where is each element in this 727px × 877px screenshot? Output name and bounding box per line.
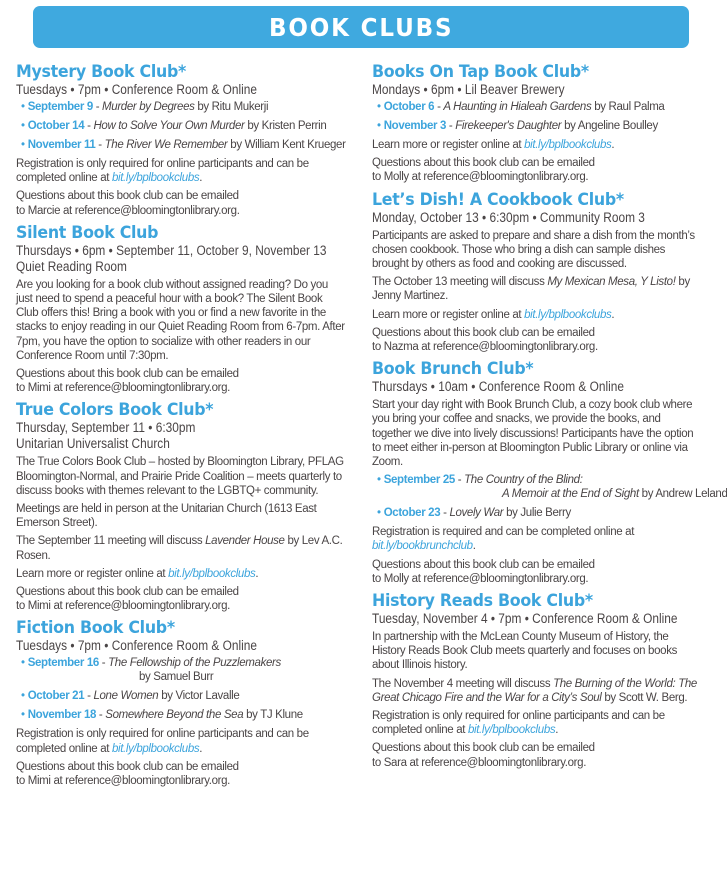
book-title: Lovely War [449,507,504,520]
book-title: The Fellowship of the Puzzlemakers [108,657,281,670]
bullet-icon: • [21,657,25,670]
meeting-item: • October 23 - Lovely War by Julie Berry [377,507,571,520]
club-schedule: Tuesday, November 4 • 7pm • Conference Room & Online [372,611,678,627]
contact-line: Questions about this book club can be emailed [16,760,239,773]
contact-line: Questions about this book club can be emailed [16,368,239,381]
club-schedule: Thursdays • 6pm • September 11, October 9, November 13 [16,242,327,258]
contact-line: Questions about this book club can be emailed [16,190,239,203]
meeting-date: November 11 [27,139,96,151]
meeting-list [16,100,346,152]
contact-email-line: to Sara at reference@bloomingtonlibrary.org. [372,756,587,769]
meeting-date: October 14 [27,120,85,132]
club-title: Let’s Dish! A Cookbook Club* [372,189,624,210]
club-description: The True Colors Book Club – hosted by Bloomington Library, PFLAG Bloomington-Normal, and Prairie Pride Coalition – meets quarterly to discuss books with themes relevant to the LGBTQ+ community. [16,456,344,497]
contact-email-line: to Marcie at reference@bloomingtonlibrary.org. [16,204,240,217]
bullet-icon: • [377,101,381,113]
club-title: Silent Book Club [16,222,159,243]
meeting-date: September 9 [27,101,93,113]
registration-link[interactable]: bit.ly/bplbookclubs [111,172,200,185]
page-title: BOOK CLUBS [268,12,454,42]
club-schedule: Tuesdays • 7pm • Conference Room & Online [16,638,257,654]
discussion-prefix: The October 13 meeting will discuss [372,276,548,289]
meeting-list [372,100,698,133]
club-location: Quiet Reading Room [16,258,127,274]
book-author: by Lev A.C. Rosen. [16,535,343,562]
book-author: by Samuel Burr [139,671,214,684]
contact-note [16,585,346,613]
club-location: Unitarian Universalist Church [16,436,170,452]
club-book-brunch [372,359,727,586]
book-title: Lavender House [205,535,285,548]
club-schedule: Mondays • 6pm • Lil Beaver Brewery [372,82,565,97]
club-title: History Reads Book Club* [372,591,593,612]
learn-more-note: Learn more or register online at bit.ly/bplbookclubs. [372,139,615,151]
meeting-item: • October 14 - How to Solve Your Own Murder by Kristen Perrin [21,120,327,132]
book-author: by Scott W. Berg. [601,691,688,704]
venue-note: Meetings are held in person at the Unitarian Church (1613 East Emerson Street). [16,503,317,530]
contact-note [16,189,346,217]
club-title: Mystery Book Club* [16,62,186,82]
registration-text: Registration is only required for online participants and can be completed online at [16,728,309,755]
meeting-date: November 3 [383,120,447,132]
book-author: by Raul Palma [594,101,665,113]
registration-link[interactable]: bit.ly/bplbookclubs [467,724,556,737]
book-author: by Andrew Leland [641,488,727,501]
book-title: How to Solve Your Own Murder [93,120,245,132]
bullet-icon: • [21,139,25,151]
discussion-note [16,534,346,562]
book-subtitle: A Memoir at the End of Sight [502,488,639,501]
contact-note [372,558,698,586]
contact-email-line: to Mimi at reference@bloomingtonlibrary.org. [16,775,231,788]
book-title: A Haunting in Hialeah Gardens [443,101,592,113]
registration-text: Registration is only required for online participants and can be completed online at [16,158,309,185]
club-title: Books On Tap Book Club* [372,62,589,82]
club-silent [16,223,346,396]
meeting-item: • November 18 - Somewhere Beyond the Sea by TJ Klune [21,709,303,722]
book-author: by Angeline Boulley [564,120,658,132]
contact-email-line: to Molly at reference@bloomingtonlibrary.org. [372,171,589,184]
contact-note [372,741,698,769]
club-schedule: Thursdays • 10am • Conference Room & Online [372,379,624,395]
learn-more-text: Learn more or register online at [372,308,525,321]
book-author: by Kristen Perrin [247,120,327,132]
club-title: True Colors Book Club* [16,400,214,421]
contact-line: Questions about this book club can be emailed [16,586,239,599]
register-link[interactable]: bit.ly/bplbookclubs [524,308,612,321]
register-link[interactable]: bit.ly/bplbookclubs [524,139,612,151]
bullet-icon: • [377,120,381,132]
book-title: The Country of the Blind: [464,474,583,487]
club-description: Start your day right with Book Brunch Club, a cozy book club where you bring your coffee and snacks, we provide the books, and together we dive into lively discussions! Participants have the option to meet either in-person at Bloomington Public Library or online via Zoom. [372,399,694,469]
club-description: Are you looking for a book club without assigned reading? Do you just need to spend a peaceful hour with a book? The Silent Book Club offers this! Bring a book with you or find a new favorite in the stacks to enjoy reading in our Quiet Reading Room from 6-7pm. After 7pm, you have the option to socialize with other readers in our Conference Room until 7:30pm. [16,278,345,362]
meeting-date: September 25 [383,474,455,487]
learn-more-note: Learn more or register online at bit.ly/bplbookclubs. [372,308,615,321]
meeting-date: October 6 [383,101,435,113]
discussion-note [372,275,698,303]
meeting-date: September 16 [27,657,99,670]
bullet-icon: • [377,474,381,487]
bullet-icon: • [21,120,25,132]
book-author: by William Kent Krueger [230,139,346,151]
learn-more-text: Learn more or register online at [372,139,525,151]
meeting-item: • November 11 - The River We Remember by William Kent Krueger [21,139,346,151]
contact-email-line: to Molly at reference@bloomingtonlibrary.org. [372,572,589,585]
meeting-item: • September 9 - Murder by Degrees by Ritu Mukerji [21,101,269,113]
meeting-item: • November 3 - Firekeeper's Daughter by Angeline Boulley [377,120,658,132]
contact-line: Questions about this book club can be emailed [372,558,595,571]
club-schedule: Monday, October 13 • 6:30pm • Community Room 3 [372,209,645,225]
book-title: The River We Remember [104,139,228,151]
contact-email-line: to Mimi at reference@bloomingtonlibrary.org. [16,600,231,613]
registration-text: Registration is required and can be completed online at [372,526,635,539]
registration-link[interactable]: bit.ly/bplbookclubs [111,742,200,755]
learn-more-text: Learn more or register online at [16,567,169,580]
registration-text: Registration is only required for online participants and can be completed online at [372,710,665,737]
meeting-list [372,473,727,520]
club-true-colors [16,400,346,613]
club-history-reads [372,591,698,770]
meeting-list [16,656,346,722]
book-author: by Victor Lavalle [161,690,240,703]
book-title: Murder by Degrees [102,101,195,113]
contact-note [372,326,698,354]
registration-note: Registration is only required for online participants and can be completed online at bit.ly/bplbookclubs. [16,158,309,185]
club-title: Book Brunch Club* [372,359,534,380]
club-lets-dish [372,190,698,355]
left-column [16,62,346,793]
contact-note [16,760,346,788]
club-mystery [16,62,346,218]
club-schedule: Thursday, September 11 • 6:30pm [16,420,196,436]
contact-line: Questions about this book club can be emailed [372,742,595,755]
book-author: by Jenny Martinez. [372,276,690,303]
meeting-item: • September 25 - The Country of the Blind: A Memoir at the End of Sight by Andrew Leland [377,474,727,501]
discussion-note [372,677,698,705]
register-link[interactable]: bit.ly/bplbookclubs [168,567,256,580]
meeting-item: • September 16 - The Fellowship of the Puzzlemakers by Samuel Burr [16,656,346,684]
bullet-icon: • [21,709,25,722]
contact-note [372,156,698,184]
contact-line: Questions about this book club can be emailed [372,326,595,339]
discussion-prefix: The November 4 meeting will discuss [372,677,554,690]
club-description: Participants are asked to prepare and share a dish from the month’s chosen cookbook. Those who bring a dish can sample dishes brought by others as food and cooking are discussed. [372,229,695,271]
book-title: My Mexican Mesa, Y Listo! [547,276,676,289]
book-title: Lone Women [93,690,159,703]
discussion-prefix: The September 11 meeting will discuss [16,535,206,548]
book-title: The Burning of the World: The Great Chicago Fire and the War for a City’s Soul [372,677,697,704]
meeting-date: November 18 [27,709,97,722]
registration-note: Registration is only required for online participants and can be completed online at bit.ly/bplbookclubs. [372,710,665,737]
bullet-icon: • [377,507,381,520]
book-author: by TJ Klune [246,709,303,722]
contact-line: Questions about this book club can be emailed [372,157,595,170]
book-author: by Julie Berry [506,507,571,520]
contact-email-line: to Mimi at reference@bloomingtonlibrary.org. [16,382,231,395]
registration-note: Registration is only required for online participants and can be completed online at bit.ly/bplbookclubs. [16,728,309,755]
club-title: Fiction Book Club* [16,618,175,639]
learn-more-note: Learn more or register online at bit.ly/bplbookclubs. [16,567,259,580]
contact-email-line: to Nazma at reference@bloomingtonlibrary.org. [372,341,598,354]
meeting-date: October 21 [27,690,85,703]
bullet-icon: • [21,101,25,113]
club-fiction [16,618,346,788]
right-column [372,62,727,775]
meeting-item: • October 21 - Lone Women by Victor Lavalle [21,690,240,703]
club-schedule: Tuesdays • 7pm • Conference Room & Online [16,82,257,97]
book-title: Somewhere Beyond the Sea [105,709,244,722]
bullet-icon: • [21,690,25,703]
book-author: by Ritu Mukerji [197,101,269,113]
meeting-date: October 23 [383,507,441,520]
registration-note: Registration is required and can be completed online at bit.ly/bookbrunchclub. [372,526,635,553]
book-title: Firekeeper's Daughter [455,120,562,132]
page-header-banner [33,6,689,48]
contact-note [16,367,346,395]
club-books-on-tap [372,62,698,185]
meeting-item: • October 6 - A Haunting in Hialeah Gardens by Raul Palma [377,101,665,113]
club-description: In partnership with the McLean County Museum of History, the History Reads Book Club meets quarterly and focuses on books about Illinois history. [372,631,677,672]
registration-link[interactable]: bit.ly/bookbrunchclub [372,540,473,553]
